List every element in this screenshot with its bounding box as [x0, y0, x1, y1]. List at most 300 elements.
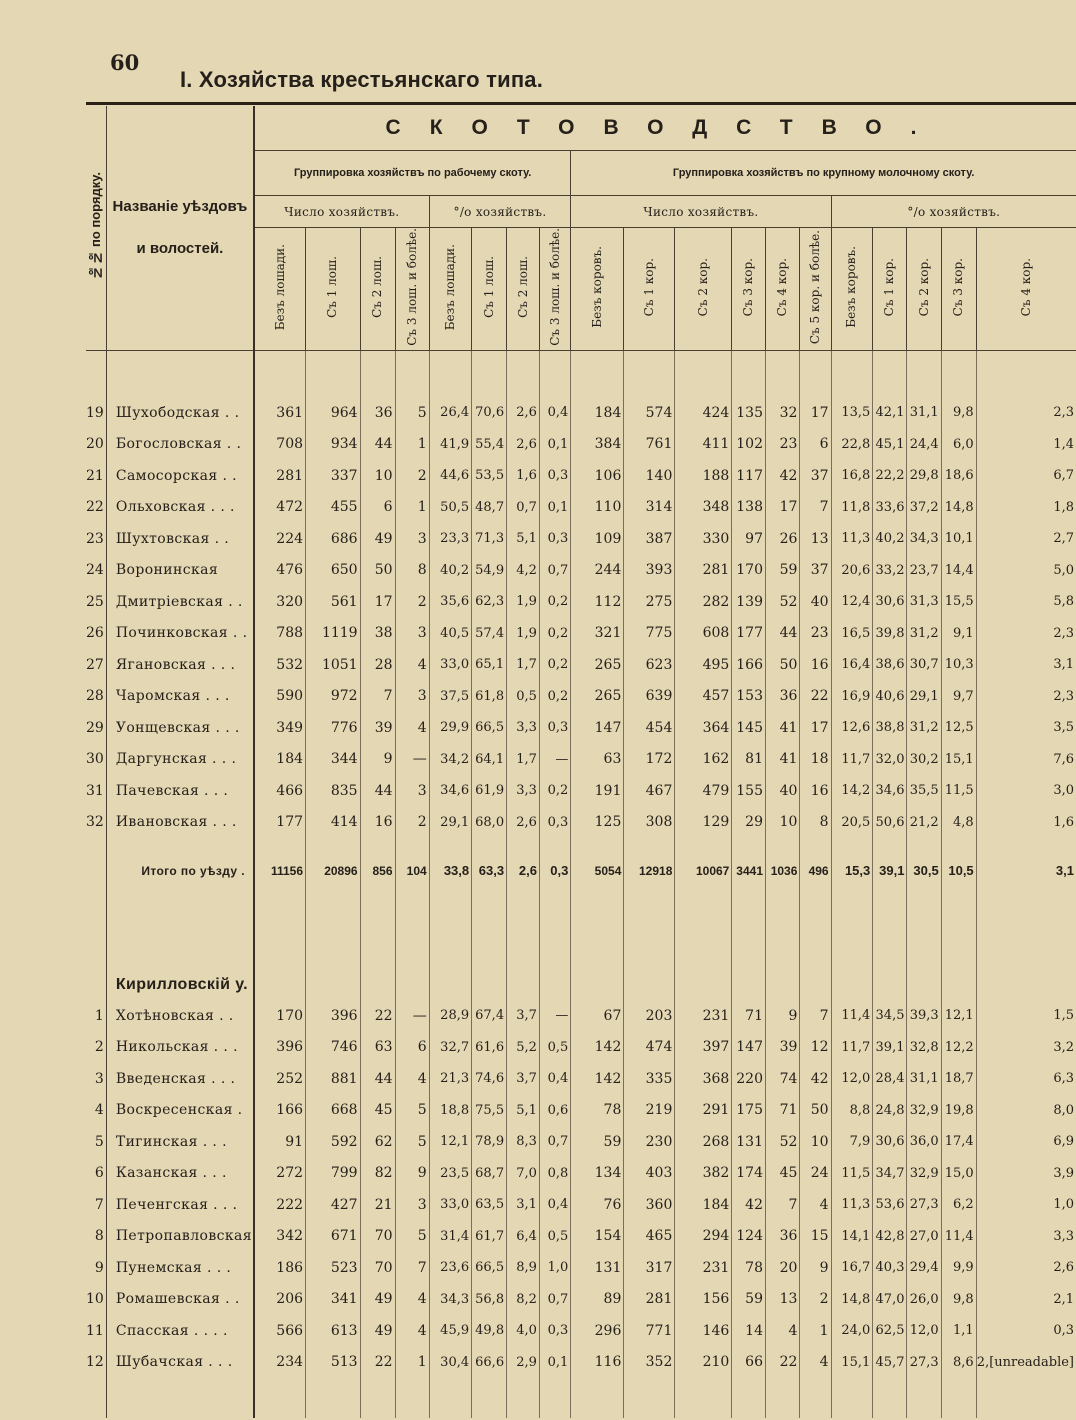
table-cell: 162	[675, 743, 732, 775]
table-cell: 7,9	[831, 1126, 873, 1158]
table-cell: —	[395, 1000, 429, 1032]
table-cell: 39,3	[907, 1000, 941, 1032]
table-cell: 3,3	[507, 712, 540, 744]
table-cell: 49	[360, 1315, 395, 1347]
table-cell: 62,3	[472, 586, 507, 618]
table-cell: 2,1	[976, 1283, 1076, 1315]
table-cell: 177	[254, 806, 306, 838]
table-cell: 8,6	[941, 1346, 976, 1378]
table-cell: 34,6	[873, 775, 907, 807]
table-cell: 30,7	[907, 649, 941, 681]
table-row	[86, 1220, 1076, 1252]
table-cell: 0,5	[539, 1220, 570, 1252]
table-cell: 9,1	[941, 617, 976, 649]
table-cell: 7	[800, 1000, 831, 1032]
table-cell: 3,7	[507, 1000, 540, 1032]
table-cell: 393	[624, 554, 675, 586]
table-cell: 42	[766, 460, 800, 492]
table-cell: 1,8	[976, 491, 1076, 523]
table-cell: 153	[732, 680, 766, 712]
table-cell: 14,8	[941, 491, 976, 523]
row-number: 6	[86, 1157, 106, 1189]
table-cell: 574	[624, 397, 675, 429]
table-cell: 30,5	[907, 838, 941, 886]
table-cell: 45	[766, 1157, 800, 1189]
volost-name: Хотѣновская . .	[115, 1007, 234, 1024]
table-cell: 281	[624, 1283, 675, 1315]
table-cell: 36	[360, 397, 395, 429]
table-cell: 63,3	[472, 838, 507, 886]
row-number: 28	[86, 680, 106, 712]
section-title: СКОТОВОДСТВО.	[254, 106, 1076, 151]
table-cell: 4,2	[507, 554, 540, 586]
table-cell: 3,1	[976, 838, 1076, 886]
table-cell: 174	[732, 1157, 766, 1189]
table-cell: 561	[306, 586, 361, 618]
table-cell: 8,8	[831, 1094, 873, 1126]
table-cell: 13,5	[831, 397, 873, 429]
table-cell: 4	[395, 1063, 429, 1095]
table-cell: 138	[732, 491, 766, 523]
table-cell: 31,3	[907, 586, 941, 618]
table-cell: 53,5	[472, 460, 507, 492]
table-cell: 10,5	[941, 838, 976, 886]
table-row	[86, 1063, 1076, 1095]
table-cell: 0,8	[539, 1157, 570, 1189]
table-cell: 155	[732, 775, 766, 807]
table-cell: 0,7	[507, 491, 540, 523]
volost-name: Печенгская . . .	[115, 1196, 238, 1213]
table-cell: 342	[254, 1220, 306, 1252]
table-cell: 11,3	[831, 1189, 873, 1221]
table-cell: 222	[254, 1189, 306, 1221]
volost-name: Богословская . .	[115, 436, 242, 452]
table-cell: 47,0	[873, 1283, 907, 1315]
table-cell: 454	[624, 712, 675, 744]
table-cell: 291	[675, 1094, 732, 1126]
table-cell: 32,7	[429, 1031, 471, 1063]
volost-name: Дмитріевская . .	[115, 593, 243, 610]
table-cell: 24,8	[873, 1094, 907, 1126]
volost-name: Уонщевская . . .	[115, 719, 240, 736]
row-number: 23	[86, 523, 106, 555]
row-number: 32	[86, 806, 106, 838]
table-cell: 6	[395, 1031, 429, 1063]
table-cell: 613	[306, 1315, 361, 1347]
table-cell: 29	[732, 806, 766, 838]
table-row	[86, 617, 1076, 649]
table-cell: 16,4	[831, 649, 873, 681]
table-cell: 466	[254, 775, 306, 807]
table-cell: 0,2	[539, 617, 570, 649]
volost-name: Шухтовская . .	[115, 530, 230, 547]
table-cell: 881	[306, 1063, 361, 1095]
table-cell: 18	[800, 743, 831, 775]
table-cell: 0,7	[539, 1126, 570, 1158]
table-cell: 608	[675, 617, 732, 649]
table-cell: 41	[766, 712, 800, 744]
col-header: Безъ коровъ.	[831, 228, 873, 351]
table-cell: 4	[800, 1346, 831, 1378]
table-cell: 3,1	[976, 649, 1076, 681]
table-cell: 12,5	[941, 712, 976, 744]
table-cell: 68,0	[472, 806, 507, 838]
table-cell: 104	[395, 838, 429, 886]
table-cell: 28,4	[873, 1063, 907, 1095]
table-cell: 39	[766, 1031, 800, 1063]
table-cell: 31,4	[429, 1220, 471, 1252]
row-number: 12	[86, 1346, 106, 1378]
table-cell: 110	[571, 491, 624, 523]
table-cell: 0,2	[539, 649, 570, 681]
table-cell: 78	[571, 1094, 624, 1126]
table-cell: 64,1	[472, 743, 507, 775]
table-cell: 348	[675, 491, 732, 523]
row-number: 25	[86, 586, 106, 618]
table-row	[86, 712, 1076, 744]
table-cell: 281	[254, 460, 306, 492]
total-row	[86, 838, 1076, 886]
table-cell: 314	[624, 491, 675, 523]
table-cell: 360	[624, 1189, 675, 1221]
table-cell: 67	[571, 1000, 624, 1032]
table-cell: 964	[306, 397, 361, 429]
table-cell: 8	[800, 806, 831, 838]
table-cell: 6,4	[507, 1220, 540, 1252]
table-cell: 33,0	[429, 1189, 471, 1221]
table-cell: 10	[800, 1126, 831, 1158]
table-cell: 11,8	[831, 491, 873, 523]
table-cell: 116	[571, 1346, 624, 1378]
table-cell: 0,4	[539, 1063, 570, 1095]
table-cell: 184	[675, 1189, 732, 1221]
table-cell: 11,3	[831, 523, 873, 555]
table-cell: 4	[395, 712, 429, 744]
table-cell: 29,8	[907, 460, 941, 492]
table-cell: 352	[624, 1346, 675, 1378]
table-cell: 146	[675, 1315, 732, 1347]
table-cell: 15,0	[941, 1157, 976, 1189]
table-cell: 32,8	[907, 1031, 941, 1063]
volost-name: Самосорская . .	[115, 467, 238, 484]
table-cell: 184	[571, 397, 624, 429]
table-cell: 10,1	[941, 523, 976, 555]
table-cell: 112	[571, 586, 624, 618]
table-cell: 231	[675, 1000, 732, 1032]
table-cell: 3	[395, 617, 429, 649]
table-cell: 934	[306, 428, 361, 460]
table-cell: 29,9	[429, 712, 471, 744]
table-row	[86, 680, 1076, 712]
table-cell: 34,3	[429, 1283, 471, 1315]
table-cell: 1,0	[539, 1252, 570, 1284]
table-cell: 308	[624, 806, 675, 838]
table-cell: 129	[675, 806, 732, 838]
table-cell: 45,7	[873, 1346, 907, 1378]
table-cell: 532	[254, 649, 306, 681]
table-cell: 14	[732, 1315, 766, 1347]
table-cell: 29,1	[429, 806, 471, 838]
table-cell: 34,6	[429, 775, 471, 807]
table-cell: 9,8	[941, 397, 976, 429]
table-cell: 145	[732, 712, 766, 744]
col-header: Съ 1 кор.	[624, 228, 675, 351]
table-cell: 0,4	[539, 397, 570, 429]
table-cell: 131	[571, 1252, 624, 1284]
table-cell: 2	[800, 1283, 831, 1315]
table-cell: 14,1	[831, 1220, 873, 1252]
table-cell: 31,1	[907, 1063, 941, 1095]
table-cell: 6,7	[976, 460, 1076, 492]
table-cell: 38,6	[873, 649, 907, 681]
table-cell: 32,9	[907, 1094, 941, 1126]
table-cell: 0,5	[507, 680, 540, 712]
table-row	[86, 1283, 1076, 1315]
table-cell: 5,0	[976, 554, 1076, 586]
col-header: Съ 1 кор.	[873, 228, 907, 351]
table-cell: 32,0	[873, 743, 907, 775]
table-cell: 16,9	[831, 680, 873, 712]
table-cell: 71	[766, 1094, 800, 1126]
table-cell: 12	[800, 1031, 831, 1063]
col-header: Съ 2 лош.	[507, 228, 540, 351]
table-cell: 14,2	[831, 775, 873, 807]
table-cell: 54,9	[472, 554, 507, 586]
table-cell: 244	[571, 554, 624, 586]
table-cell: 234	[254, 1346, 306, 1378]
row-number: 29	[86, 712, 106, 744]
table-cell: 139	[732, 586, 766, 618]
table-cell: 5	[395, 1094, 429, 1126]
table-cell: 41,9	[429, 428, 471, 460]
table-cell: 0,3	[539, 838, 570, 886]
table-cell: 66,6	[472, 1346, 507, 1378]
table-cell: 31,1	[907, 397, 941, 429]
table-cell: 0,1	[539, 428, 570, 460]
col-header: Съ 2 лош.	[360, 228, 395, 351]
row-number: 31	[86, 775, 106, 807]
volost-name: Итого по уѣзду .	[141, 863, 245, 878]
table-cell: 39,1	[873, 1031, 907, 1063]
col-header: Съ 4 кор.	[976, 228, 1076, 351]
volost-name: Пунемская . . .	[115, 1259, 232, 1276]
table-cell: 191	[571, 775, 624, 807]
row-number: 26	[86, 617, 106, 649]
table-cell: 57,4	[472, 617, 507, 649]
row-number: 7	[86, 1189, 106, 1221]
table-cell: 40,5	[429, 617, 471, 649]
table-cell: 125	[571, 806, 624, 838]
table-cell: 17	[800, 397, 831, 429]
table-cell: 28,9	[429, 1000, 471, 1032]
table-cell: 590	[254, 680, 306, 712]
table-cell: 13	[766, 1283, 800, 1315]
table-cell: 1,7	[507, 649, 540, 681]
table-cell: 15,3	[831, 838, 873, 886]
table-cell: 40	[766, 775, 800, 807]
table-cell: 55,4	[472, 428, 507, 460]
table-cell: 9,8	[941, 1283, 976, 1315]
table-cell: 320	[254, 586, 306, 618]
table-cell: 2,3	[976, 617, 1076, 649]
table-cell: 16	[800, 649, 831, 681]
volost-name: Никольская . . .	[115, 1039, 238, 1055]
volost-name: Ивановская . . .	[115, 814, 237, 830]
table-cell: 12,1	[941, 1000, 976, 1032]
table-cell: 15	[800, 1220, 831, 1252]
table-cell: 184	[254, 743, 306, 775]
table-cell: 2	[395, 806, 429, 838]
table-cell: 11,5	[831, 1157, 873, 1189]
table-cell: 474	[624, 1031, 675, 1063]
volost-name: Шубачская . . .	[115, 1354, 233, 1370]
table-cell: 566	[254, 1315, 306, 1347]
volost-name: Воронинская	[115, 562, 219, 578]
table-row	[86, 806, 1076, 838]
table-cell: 282	[675, 586, 732, 618]
volost-name: Ромашевская . .	[115, 1291, 240, 1307]
table-cell: 592	[306, 1126, 361, 1158]
table-cell: 281	[675, 554, 732, 586]
district-row	[86, 938, 1076, 1000]
table-row	[86, 397, 1076, 429]
table-cell: 0,6	[539, 1094, 570, 1126]
table-row	[86, 1157, 1076, 1189]
table-cell: 67,4	[472, 1000, 507, 1032]
table-cell: —	[539, 743, 570, 775]
table-cell: 294	[675, 1220, 732, 1252]
table-cell: 397	[675, 1031, 732, 1063]
table-cell: 3441	[732, 838, 766, 886]
col-header: Съ 2 кор.	[675, 228, 732, 351]
table-row	[86, 1031, 1076, 1063]
table-cell: 2,3	[976, 397, 1076, 429]
table-cell: 142	[571, 1031, 624, 1063]
statistics-table	[86, 106, 1076, 1418]
table-cell: 2,6	[976, 1252, 1076, 1284]
table-cell: 788	[254, 617, 306, 649]
table-cell: 1,0	[976, 1189, 1076, 1221]
table-cell: 172	[624, 743, 675, 775]
volost-name: Шухободская . .	[115, 404, 240, 421]
table-cell: 7,6	[976, 743, 1076, 775]
table-cell: 206	[254, 1283, 306, 1315]
table-cell: 74,6	[472, 1063, 507, 1095]
table-cell: 0,2	[539, 680, 570, 712]
table-cell: 5054	[571, 838, 624, 886]
table-cell: 3,3	[507, 775, 540, 807]
table-cell: 34,3	[907, 523, 941, 555]
table-cell: 186	[254, 1252, 306, 1284]
table-cell: 2,[unreadable]	[976, 1346, 1076, 1378]
table-cell: 135	[732, 397, 766, 429]
table-cell: 746	[306, 1031, 361, 1063]
table-cell: 21,2	[907, 806, 941, 838]
table-cell: 15,1	[831, 1346, 873, 1378]
table-cell: 6	[800, 428, 831, 460]
table-cell: 12,2	[941, 1031, 976, 1063]
table-cell: 0,3	[539, 523, 570, 555]
table-cell: 7	[766, 1189, 800, 1221]
table-cell: 18,8	[429, 1094, 471, 1126]
table-cell: 668	[306, 1094, 361, 1126]
volost-name: Ягановская . . .	[115, 656, 236, 673]
table-cell: 27,3	[907, 1346, 941, 1378]
table-cell: 44	[360, 775, 395, 807]
table-cell: 0,2	[539, 775, 570, 807]
table-cell: 34,2	[429, 743, 471, 775]
table-cell: 68,7	[472, 1157, 507, 1189]
table-cell: 3	[395, 1189, 429, 1221]
table-cell: 2,6	[507, 838, 540, 886]
table-cell: 1,6	[507, 460, 540, 492]
table-cell: 1	[395, 1346, 429, 1378]
table-cell: 76	[571, 1189, 624, 1221]
table-cell: 71,3	[472, 523, 507, 555]
table-cell: 50	[766, 649, 800, 681]
table-cell: 20896	[306, 838, 361, 886]
table-cell: 59	[766, 554, 800, 586]
table-cell: 8,0	[976, 1094, 1076, 1126]
spacer-row	[86, 1378, 1076, 1418]
volost-name: Воскресенская .	[115, 1102, 243, 1118]
subheader-dairy-pct: °/o хозяйствъ.	[831, 196, 1076, 228]
table-cell: 496	[800, 838, 831, 886]
table-cell: 220	[732, 1063, 766, 1095]
table-cell: 44,6	[429, 460, 471, 492]
table-cell: 32	[766, 397, 800, 429]
table-cell: 414	[306, 806, 361, 838]
table-cell: 49,8	[472, 1315, 507, 1347]
row-number: 5	[86, 1126, 106, 1158]
table-cell: 42	[732, 1189, 766, 1221]
table-cell: 5	[395, 397, 429, 429]
table-cell: 39	[360, 712, 395, 744]
table-cell: 771	[624, 1315, 675, 1347]
table-cell: 40,2	[873, 523, 907, 555]
table-cell: 4	[395, 1315, 429, 1347]
table-cell: 166	[254, 1094, 306, 1126]
table-cell: 19,8	[941, 1094, 976, 1126]
table-cell: 4	[395, 1283, 429, 1315]
subheader-work-count: Число хозяйствъ.	[254, 196, 429, 228]
table-cell: 708	[254, 428, 306, 460]
table-cell: —	[539, 1000, 570, 1032]
table-cell: 224	[254, 523, 306, 555]
table-cell: 20	[766, 1252, 800, 1284]
table-row	[86, 1346, 1076, 1378]
volost-name: Спасская . . . .	[115, 1322, 228, 1339]
table-cell: 11,4	[831, 1000, 873, 1032]
table-cell: 65,1	[472, 649, 507, 681]
table-cell: 17,4	[941, 1126, 976, 1158]
col-header: Съ 1 лош.	[472, 228, 507, 351]
table-cell: 1	[395, 428, 429, 460]
row-number: 11	[86, 1315, 106, 1347]
table-cell: 1119	[306, 617, 361, 649]
table-cell: 35,6	[429, 586, 471, 618]
table-cell: 22	[766, 1346, 800, 1378]
table-cell: 22	[360, 1346, 395, 1378]
table-cell: 2	[395, 460, 429, 492]
table-cell: 671	[306, 1220, 361, 1252]
table-cell: 45	[360, 1094, 395, 1126]
volost-name: Пачевская . . .	[115, 782, 229, 799]
table-cell: 40,3	[873, 1252, 907, 1284]
table-cell: 219	[624, 1094, 675, 1126]
table-cell: 686	[306, 523, 361, 555]
table-row	[86, 1126, 1076, 1158]
